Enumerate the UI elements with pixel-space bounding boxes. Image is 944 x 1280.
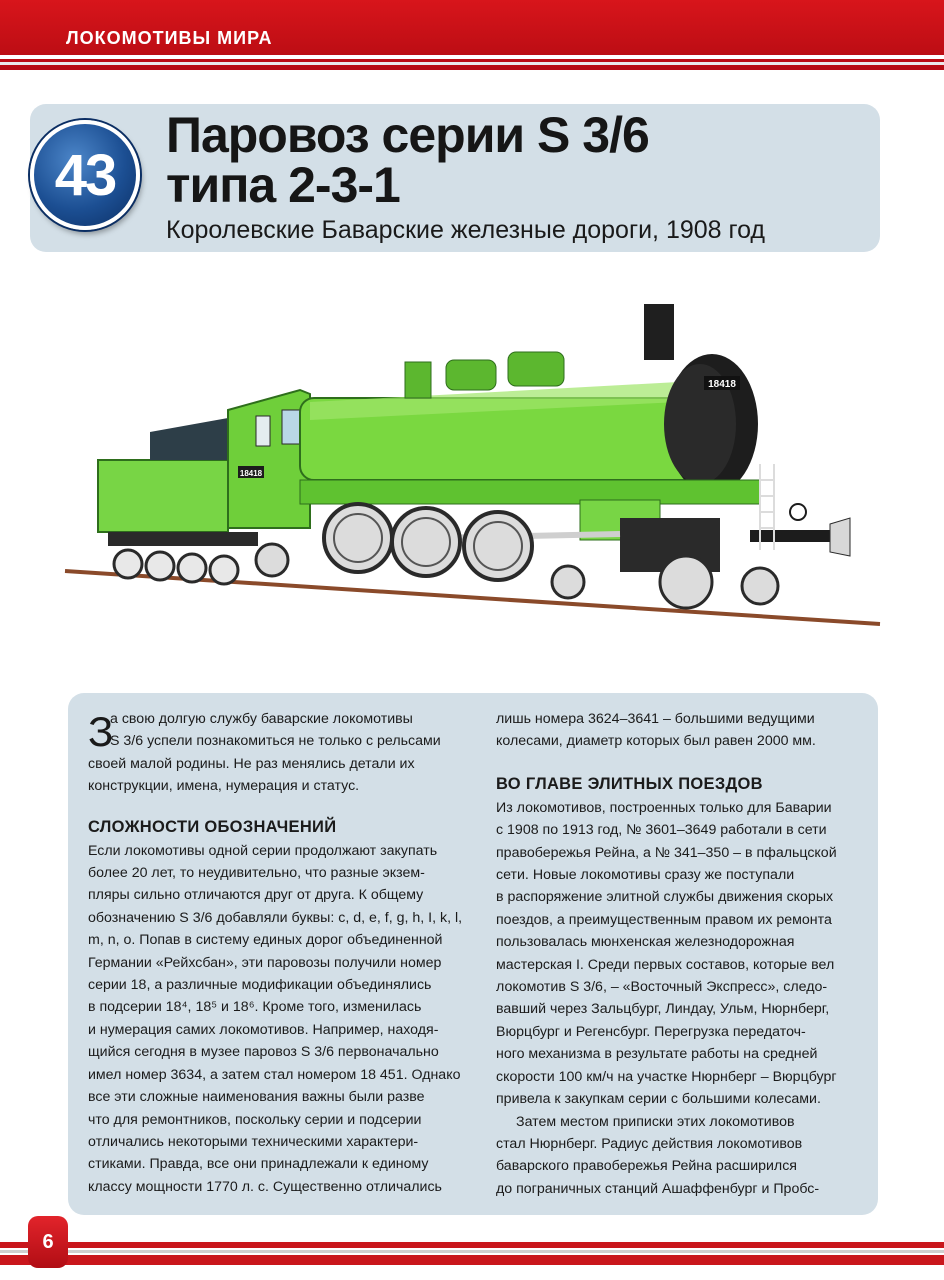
- paragraph-line: Затем местом приписки этих локомотивов: [516, 1113, 795, 1130]
- paragraph-line: своей малой родины. Не раз менялись детали их: [88, 755, 415, 772]
- chimney: [644, 304, 674, 360]
- section-heading: ВО ГЛАВЕ ЭЛИТНЫХ ПОЕЗДОВ: [496, 774, 763, 793]
- paragraph-line: классу мощности 1770 л. с. Существенно отличались: [88, 1178, 442, 1195]
- buffer: [830, 518, 850, 556]
- banner-stripe-light: [0, 62, 944, 65]
- cab-number-text: 18418: [239, 469, 263, 478]
- paragraph-line: стал Нюрнберг. Радиус действия локомотивов: [496, 1135, 803, 1152]
- paragraph-line: в распоряжение элитной службы движения скорых: [496, 889, 834, 906]
- paragraph-line: ного механизма в результате работы на средней: [496, 1046, 818, 1063]
- article-column-left: [88, 708, 464, 1198]
- tender-body: [98, 460, 228, 532]
- header-banner: [0, 0, 944, 70]
- paragraph-line: все эти сложные наименования важны были разве: [88, 1089, 425, 1106]
- title-line-1: Паровоз серии S 3/6: [166, 107, 649, 163]
- headlamp: [790, 504, 806, 520]
- paragraph-line: имел номер 3634, а затем стал номером 18 451. Однако: [88, 1066, 461, 1083]
- footer-stripe: [0, 1255, 944, 1265]
- paragraph-line: Вюрцбург и Регенсбург. Перегрузка передаточ-: [496, 1023, 806, 1040]
- paragraph-line: баварского правобережья Рейна расширился: [496, 1158, 797, 1175]
- paragraph-line: отличались некоторыми техническими характери-: [88, 1133, 419, 1150]
- page-subtitle: Королевские Баварские железные дороги, 1908 год: [166, 216, 766, 244]
- front-number-text: 18418: [708, 379, 736, 390]
- paragraph-line: Германии «Рейхсбан», эти паровозы получили номер: [88, 954, 442, 971]
- paragraph-line: скорости 100 км/ч на участке Нюрнберг – Вюрцбург: [496, 1068, 837, 1085]
- paragraph-line: S 3/6 успели познакомиться не только с рельсами: [110, 733, 441, 750]
- title-line-2: типа 2-3-1: [166, 157, 400, 213]
- sand-dome: [446, 360, 496, 390]
- issue-number-badge: 43: [30, 120, 140, 230]
- driving-wheels: [324, 504, 532, 580]
- tender-coal: [150, 418, 228, 460]
- paragraph-line: сети. Новые локомотивы сразу же поступали: [496, 867, 795, 884]
- tender-frame: [108, 532, 258, 546]
- paragraph-line: лишь номера 3624–3641 – большими ведущими: [496, 711, 815, 727]
- paragraph-line: поездов, а преимущественным правом их ремонта: [496, 911, 832, 928]
- drop-cap: З: [88, 708, 114, 755]
- paragraph-line: и нумерация самих локомотивов. Например, находя-: [88, 1021, 439, 1038]
- footer-stripe: [0, 1242, 944, 1248]
- paragraph-line: стиками. Правда, все они принадлежали к единому: [88, 1156, 429, 1173]
- paragraph-line: до пограничных станций Ашаффенбург и Пробс-: [496, 1180, 820, 1197]
- cab-window: [256, 416, 270, 446]
- article-column-right: [496, 708, 856, 1200]
- footer-stripe-light: [0, 1250, 944, 1253]
- footer-bar: [0, 1228, 944, 1280]
- paragraph-line: пользовалась мюнхенская железнодорожная: [496, 934, 795, 951]
- page-number: 6: [28, 1216, 68, 1268]
- paragraph-line: с 1908 по 1913 год, № 3601–3649 работали в сети: [496, 822, 827, 839]
- paragraph-line: что для ремонтников, поскольку серии и подсерии: [88, 1111, 422, 1128]
- banner-stripe: [0, 55, 944, 59]
- paragraph-line: локомотив S 3/6, – «Восточный Экспресс», следо-: [496, 979, 828, 996]
- buffer-beam: [750, 530, 830, 542]
- paragraph-line: привела к закупкам серии с большими колесами.: [496, 1091, 821, 1108]
- paragraph-line: Из локомотивов, построенных только для Баварии: [496, 799, 832, 816]
- paragraph-line: щийся сегодня в музее паровоз S 3/6 первоначально: [88, 1044, 439, 1061]
- locomotive-illustration: [60, 290, 890, 640]
- paragraph-line: вавший через Зальцбург, Линдау, Ульм, Нюрнберг,: [496, 1001, 830, 1018]
- section-heading: СЛОЖНОСТИ ОБОЗНАЧЕНИЙ: [88, 817, 337, 836]
- paragraph-line: более 20 лет, то неудивительно, что разные экзем-: [88, 865, 425, 882]
- paragraph-line: мастерская I. Среди первых составов, которые вел: [496, 956, 835, 973]
- paragraph-line: а свою долгую службу баварские локомотивы: [110, 711, 413, 727]
- paragraph-line: колесами, диаметр которых был равен 2000 мм.: [496, 733, 816, 750]
- page-title: [166, 107, 866, 213]
- paragraph-line: m, n, o. Попав в систему единых дорог объединенной: [88, 932, 443, 949]
- safety-dome: [508, 352, 564, 386]
- locomotive-svg: [60, 290, 890, 640]
- paragraph-line: пляры сильно отличаются друг от друга. К общему: [88, 887, 424, 904]
- paragraph-line: конструкции, имена, нумерация и статус.: [88, 778, 360, 795]
- paragraph-line: в подсерии 18⁴, 18⁵ и 18⁶. Кроме того, изменилась: [88, 999, 422, 1016]
- running-plate: [300, 480, 760, 504]
- paragraph-line: обозначению S 3/6 добавляли буквы: c, d, e, f, g, h, I, k, l,: [88, 909, 463, 926]
- cab-window-front: [282, 410, 300, 444]
- steam-dome: [405, 362, 431, 398]
- paragraph-line: серии 18, а различные модификации объединялись: [88, 977, 432, 994]
- paragraph-line: Если локомотивы одной серии продолжают закупать: [88, 842, 438, 859]
- series-title: ЛОКОМОТИВЫ МИРА: [66, 28, 273, 48]
- paragraph-line: правобережья Рейна, а № 341–350 – в пфальцской: [496, 844, 837, 861]
